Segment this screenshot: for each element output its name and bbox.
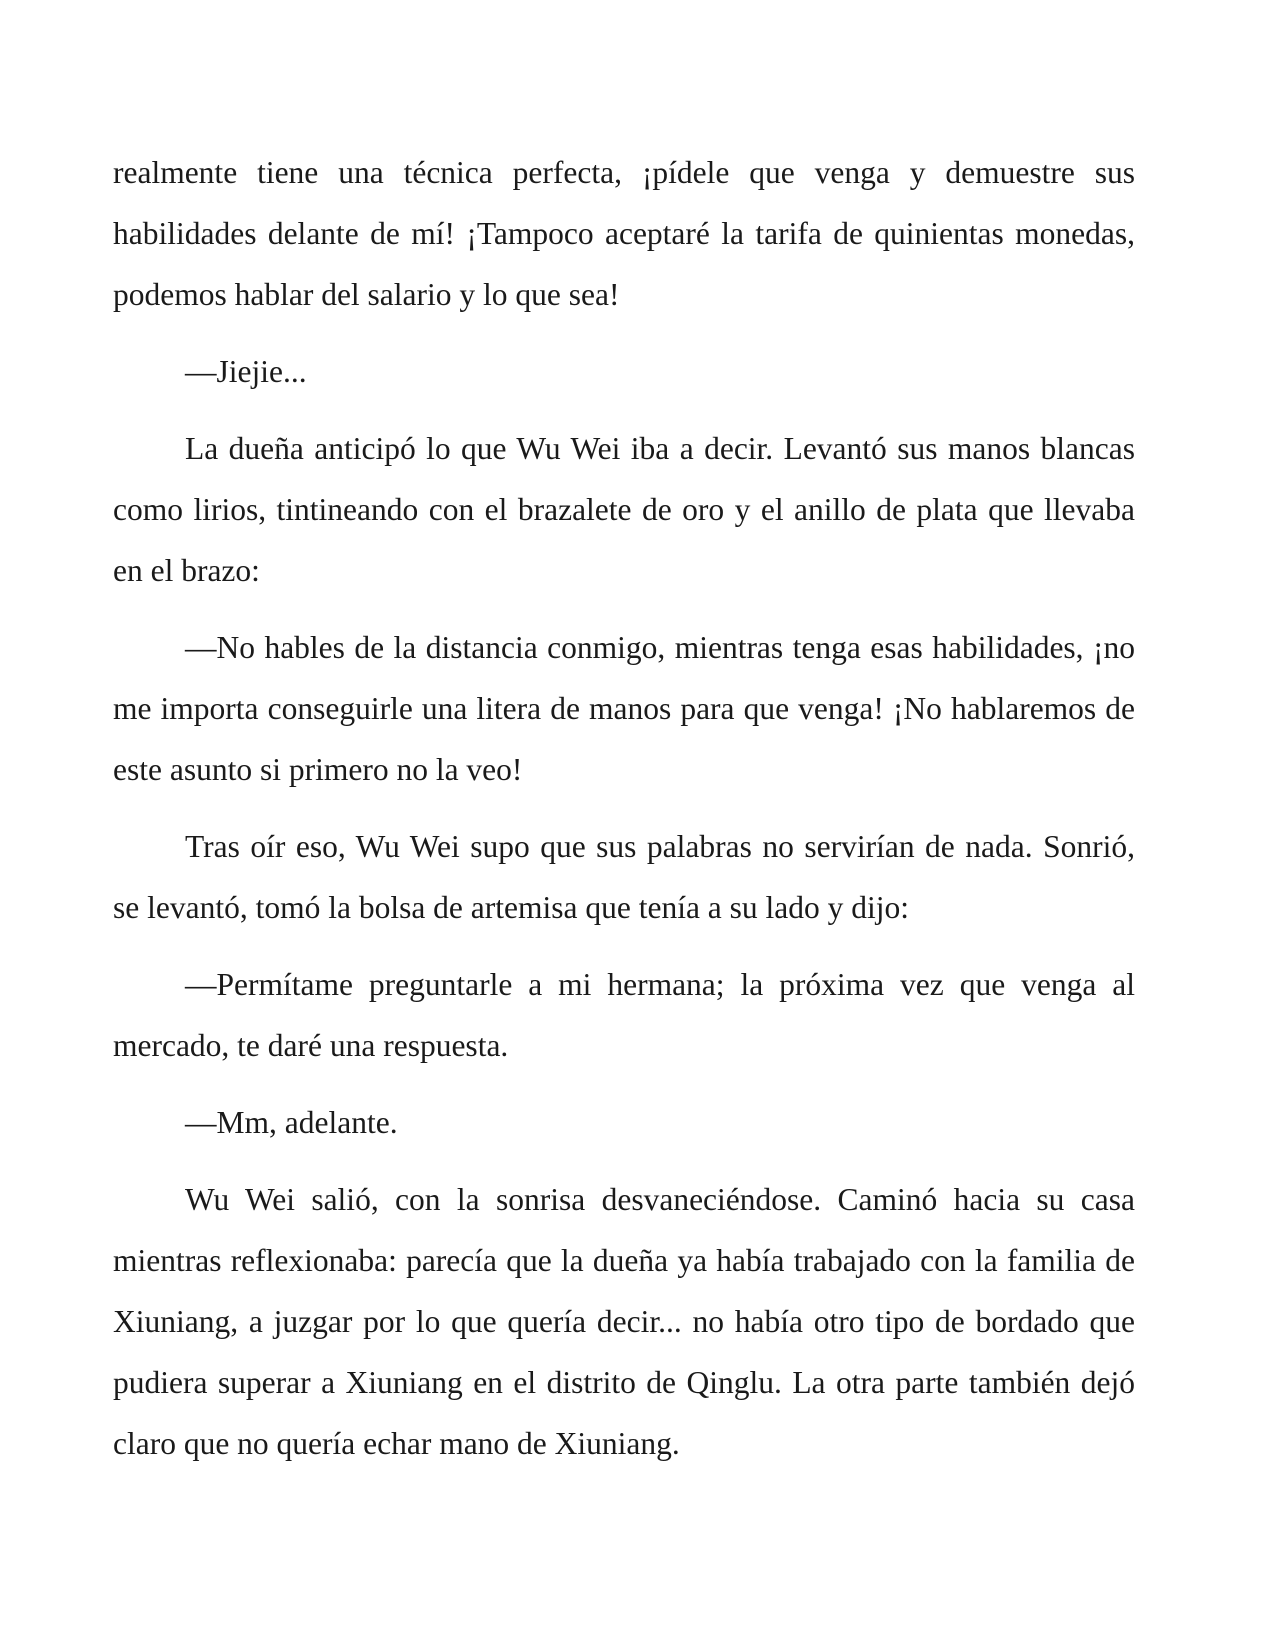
paragraph: La dueña anticipó lo que Wu Wei iba a decir. Levantó sus manos blancas como lirios, tintineando con el brazalete de oro y el anillo de plata que llevaba en el brazo:	[113, 431, 1135, 588]
paragraph: —No hables de la distancia conmigo, mientras tenga esas habilidades, ¡no me importa conseguirle una litera de manos para que venga! ¡No hablaremos de este asunto si primero no la veo!	[113, 630, 1135, 787]
paragraph: —Mm, adelante.	[185, 1105, 398, 1140]
paragraph: realmente tiene una técnica perfecta, ¡pídele que venga y demuestre sus habilidades delante de mí! ¡Tampoco aceptaré la tarifa de quinientas monedas, podemos hablar del salario y lo que sea!	[113, 155, 1135, 312]
paragraph: Tras oír eso, Wu Wei supo que sus palabras no servirían de nada. Sonrió, se levantó, tomó la bolsa de artemisa que tenía a su lado y dijo:	[113, 829, 1135, 925]
paragraph: Wu Wei salió, con la sonrisa desvaneciéndose. Caminó hacia su casa mientras reflexionaba: parecía que la dueña ya había trabajado con la familia de Xiuniang, a juzgar por lo que quería decir... no había otro tipo de bordado que pudiera superar a Xiuniang en el distrito de Qinglu. La otra parte también dejó claro que no quería echar mano de Xiuniang.	[113, 1182, 1135, 1461]
paragraph: —Jiejie...	[185, 354, 307, 389]
body-text	[113, 142, 1135, 1490]
paragraph: —Permítame preguntarle a mi hermana; la próxima vez que venga al mercado, te daré una respuesta.	[113, 967, 1135, 1063]
